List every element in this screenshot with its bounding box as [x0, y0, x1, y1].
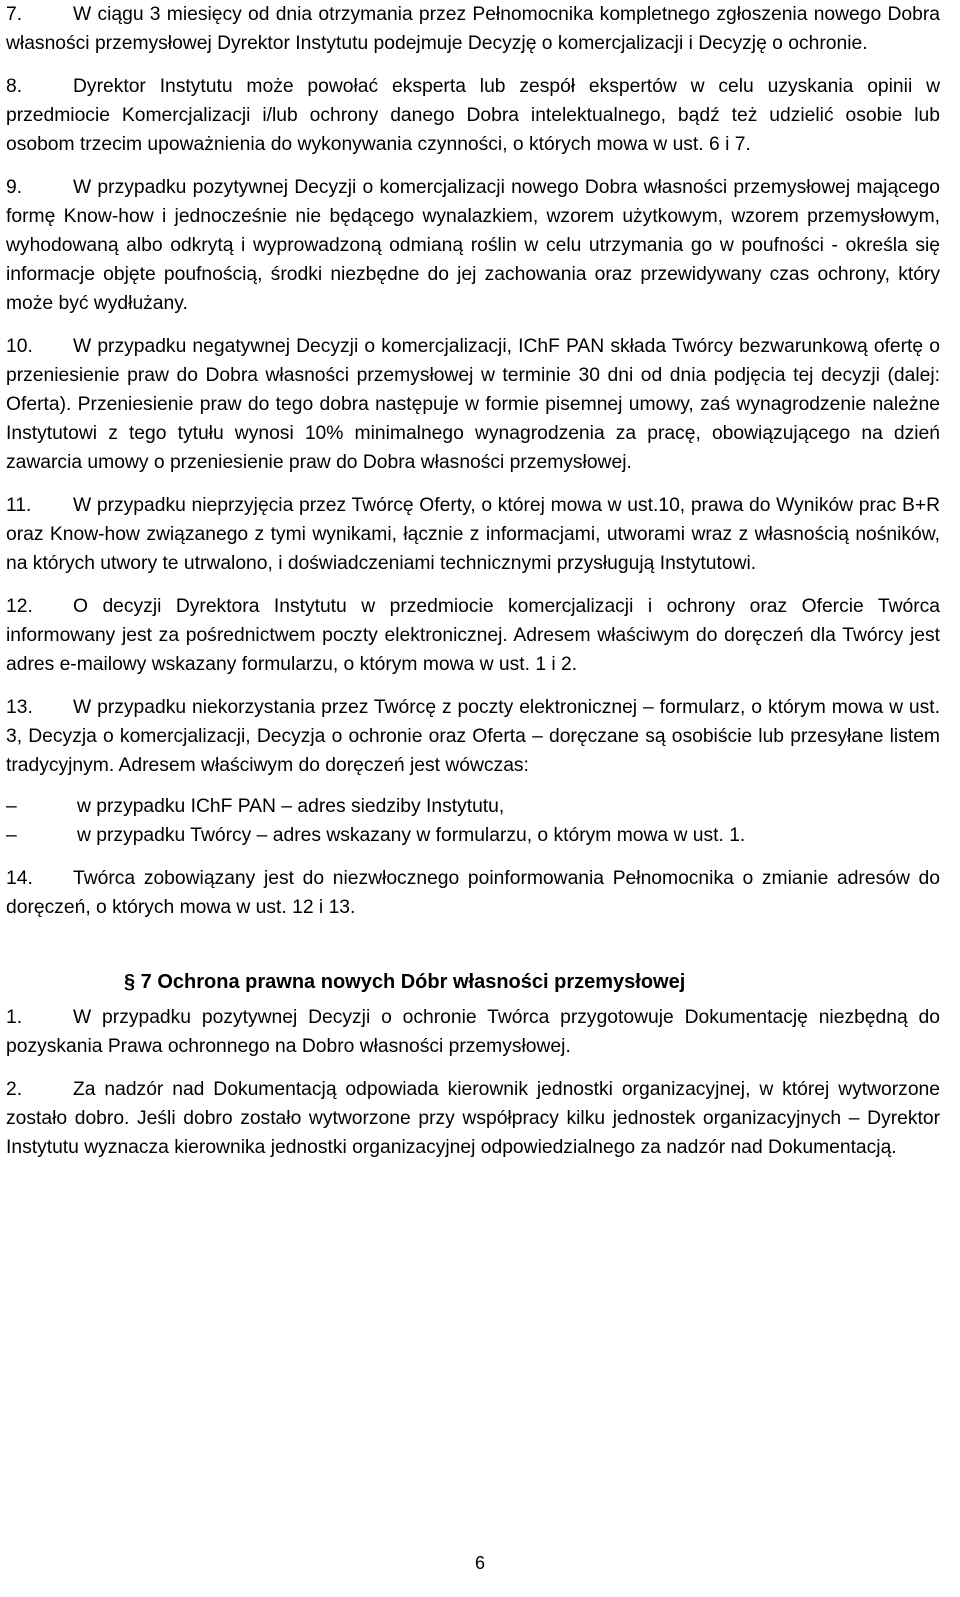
paragraph-text: Dyrektor Instytutu może powołać eksperta lub zespół ekspertów w celu uzyskania opinii w przedmiocie Komercjalizacji i/lub ochrony danego Dobra intelektualnego, bądź też udzielić osobie lub osobom trzecim upoważnienia do wykonywania czynności, o których mowa w ust. 6 i 7.	[6, 76, 940, 155]
list-item	[6, 792, 940, 821]
dash-bullet: –	[6, 825, 17, 846]
paragraph-13	[6, 693, 940, 780]
section-heading: § 7 Ochrona prawna nowych Dóbr własności przemysłowej	[124, 971, 686, 993]
paragraph-number: 13.	[6, 697, 33, 718]
paragraph-number: 8.	[6, 76, 23, 97]
paragraph-text: W przypadku niekorzystania przez Twórcę z poczty elektronicznej – formularz, o którym mowa w ust. 3, Decyzja o komercjalizacji, Decyzja o ochronie oraz Oferta – doręczane są osobiście lub przesyłane listem tradycyjnym. Adresem właściwym do doręczeń jest wówczas:	[6, 697, 940, 776]
list-item-text: w przypadku Twórcy – adres wskazany w formularzu, o którym mowa w ust. 1.	[77, 825, 746, 846]
paragraph-text: W przypadku negatywnej Decyzji o komercjalizacji, IChF PAN składa Twórcy bezwarunkową ofertę o przeniesienie praw do Dobra własności przemysłowej w terminie 30 dni od dnia podjęcia tej decyzji (dalej: Oferta). Przeniesienie praw do tego dobra następuje w formie pisemnej umowy, zaś wynagrodzenie należne Instytutowi z tego tytułu wynosi 10% minimalnego wynagrodzenia za pracę, obowiązującego na dzień zawarcia umowy o przeniesienie praw do Dobra własności przemysłowej.	[6, 336, 940, 473]
paragraph-14	[6, 864, 940, 922]
paragraph-9	[6, 173, 940, 318]
address-list	[6, 792, 940, 850]
paragraph-8	[6, 72, 940, 159]
paragraph-number: 11.	[6, 495, 32, 516]
paragraph-number: 10.	[6, 336, 33, 357]
paragraph-number: 2.	[6, 1079, 23, 1100]
paragraph-text: W przypadku pozytywnej Decyzji o komercjalizacji nowego Dobra własności przemysłowej mającego formę Know-how i jednocześnie nie będącego wynalazkiem, wzorem użytkowym, wzorem przemysłowym, wyhodowaną albo odkrytą i wyprowadzoną odmianą roślin w celu utrzymania go w poufności - określa się informacje objęte poufnością, środki niezbędne do jej zachowania oraz przewidywany czas ochrony, który może być wydłużany.	[6, 177, 940, 314]
list-item-text: w przypadku IChF PAN – adres siedziby Instytutu,	[77, 796, 505, 817]
paragraph-11	[6, 491, 940, 578]
paragraph-7	[6, 0, 940, 58]
paragraph-text: Twórca zobowiązany jest do niezwłocznego poinformowania Pełnomocnika o zmianie adresów do doręczeń, o których mowa w ust. 12 i 13.	[6, 868, 940, 918]
section-paragraph-1	[6, 1003, 940, 1061]
paragraph-number: 12.	[6, 596, 33, 617]
paragraph-number: 7.	[6, 4, 23, 25]
document-page	[6, 0, 940, 1162]
paragraph-10	[6, 332, 940, 477]
paragraph-text: O decyzji Dyrektora Instytutu w przedmiocie komercjalizacji i ochrony oraz Ofercie Twórca informowany jest za pośrednictwem poczty elektronicznej. Adresem właściwym do doręczeń dla Twórcy jest adres e-mailowy wskazany formularzu, o którym mowa w ust. 1 i 2.	[6, 596, 940, 675]
section-paragraph-2	[6, 1075, 940, 1162]
paragraph-number: 9.	[6, 177, 23, 198]
page-number: 6	[474, 1553, 485, 1573]
paragraph-12	[6, 592, 940, 679]
paragraph-text: W przypadku pozytywnej Decyzji o ochronie Twórca przygotowuje Dokumentację niezbędną do pozyskania Prawa ochronnego na Dobro własności przemysłowej.	[6, 1007, 940, 1057]
dash-bullet: –	[6, 796, 17, 817]
paragraph-text: W ciągu 3 miesięcy od dnia otrzymania przez Pełnomocnika kompletnego zgłoszenia nowego Dobra własności przemysłowej Dyrektor Instytutu podejmuje Decyzję o komercjalizacji i Decyzję o ochronie.	[6, 4, 940, 54]
paragraph-number: 1.	[6, 1007, 23, 1028]
paragraph-number: 14.	[6, 868, 33, 889]
paragraph-text: W przypadku nieprzyjęcia przez Twórcę Oferty, o której mowa w ust.10, prawa do Wyników prac B+R oraz Know-how związanego z tymi wynikami, łącznie z informacjami, utworami wraz z własnością nośników, na których utwory te utrwalono, i doświadczeniami technicznymi przysługują Instytutowi.	[6, 495, 940, 574]
paragraph-text: Za nadzór nad Dokumentacją odpowiada kierownik jednostki organizacyjnej, w której wytworzone zostało dobro. Jeśli dobro zostało wytworzone przy współpracy kilku jednostek organizacyjnych – Dyrektor Instytutu wyznacza kierownika jednostki organizacyjnej odpowiedzialnego za nadzór nad Dokumentacją.	[6, 1079, 940, 1158]
list-item	[6, 821, 940, 850]
